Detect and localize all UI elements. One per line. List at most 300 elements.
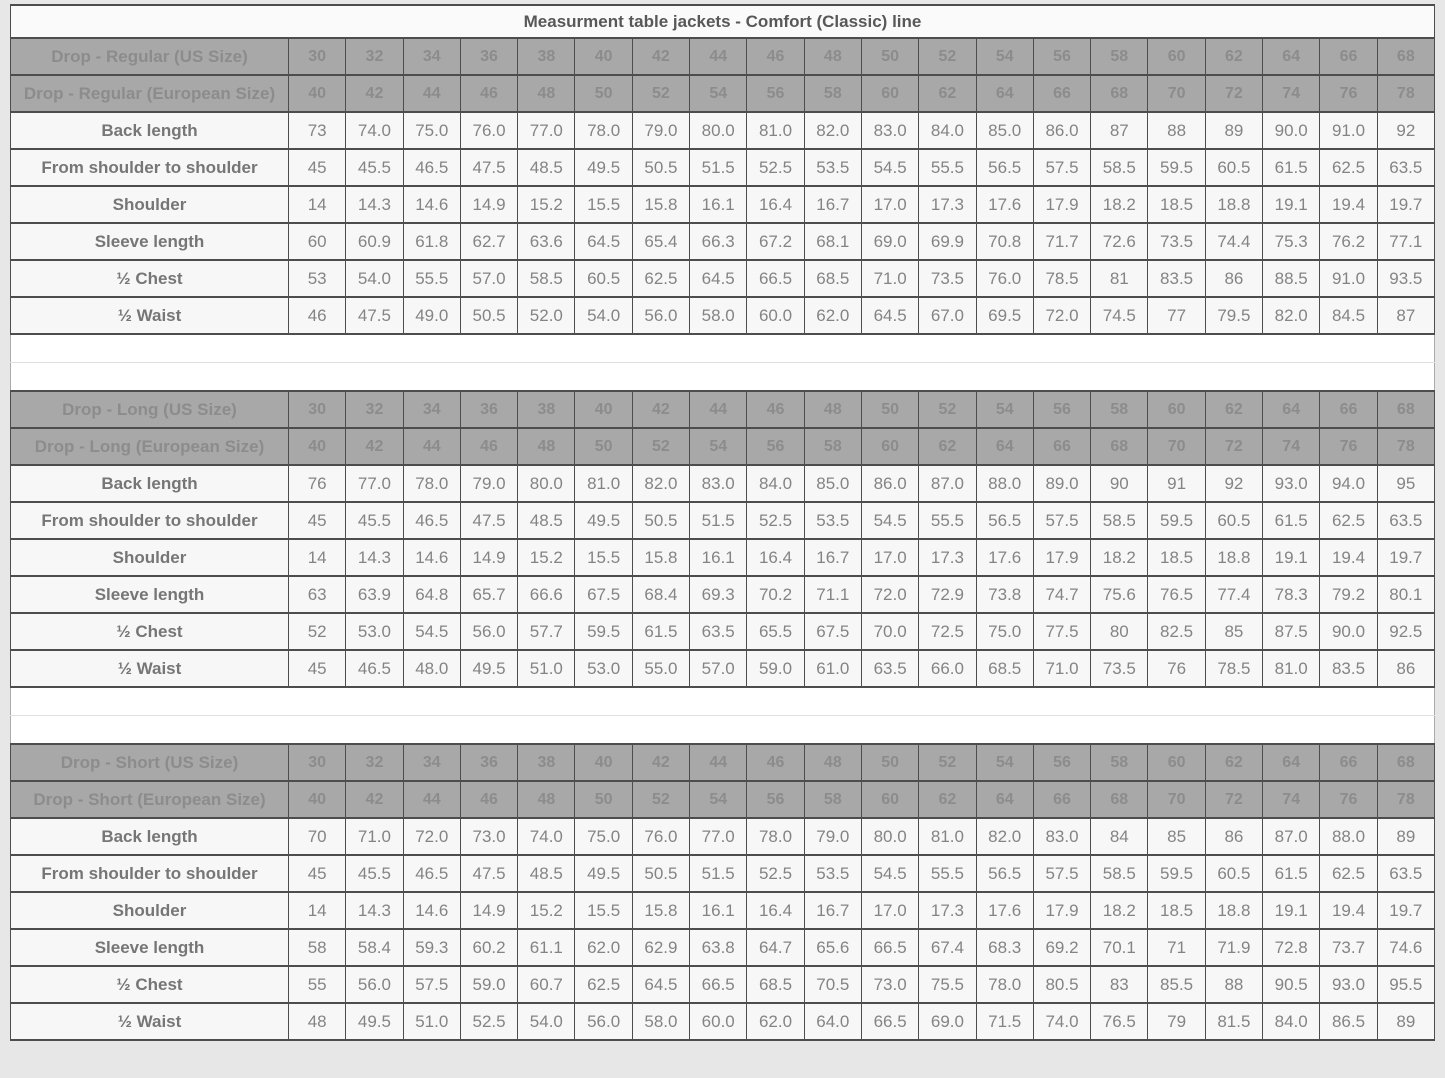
value-cell: 70.5 [804,966,861,1003]
value-cell: 46.5 [346,650,403,687]
value-cell: 17.0 [861,186,918,223]
value-cell: 88.0 [1320,818,1377,855]
us-size-header-cell: 58 [1091,744,1148,781]
value-cell: 81.0 [1263,650,1320,687]
value-cell: 56.5 [976,149,1033,186]
value-cell: 53 [289,260,346,297]
value-cell: 50.5 [632,149,689,186]
value-cell: 64.5 [575,223,632,260]
measurement-row [11,966,1435,1003]
value-cell: 57.0 [690,650,747,687]
us-size-header-cell: 48 [804,38,861,75]
spacer-cell [11,716,1435,745]
value-cell: 19.4 [1320,539,1377,576]
value-cell: 60.0 [690,1003,747,1040]
value-cell: 50.5 [460,297,517,334]
value-cell: 60.5 [1205,855,1262,892]
us-size-header-cell: 60 [1148,38,1205,75]
eu-size-header-cell: 52 [632,75,689,112]
value-cell: 14.3 [346,539,403,576]
value-cell: 60.9 [346,223,403,260]
value-cell: 94.0 [1320,465,1377,502]
eu-size-header-cell: 78 [1377,428,1434,465]
value-cell: 74.7 [1033,576,1090,613]
value-cell: 18.5 [1148,186,1205,223]
value-cell: 48.0 [403,650,460,687]
us-size-header-cell: 44 [690,744,747,781]
value-cell: 64.5 [861,297,918,334]
value-cell: 51.5 [690,502,747,539]
value-cell: 89.0 [1033,465,1090,502]
eu-size-header-cell: 54 [690,75,747,112]
eu-size-header-cell: 56 [747,428,804,465]
value-cell: 54.5 [861,855,918,892]
eu-size-header-cell: 70 [1148,428,1205,465]
value-cell: 86 [1205,260,1262,297]
value-cell: 72.9 [919,576,976,613]
table-title-row [11,5,1435,38]
value-cell: 61.5 [632,613,689,650]
value-cell: 15.8 [632,892,689,929]
value-cell: 18.8 [1205,539,1262,576]
us-size-header-cell: 42 [632,38,689,75]
value-cell: 78.0 [403,465,460,502]
eu-size-header-cell: 44 [403,75,460,112]
value-cell: 50.5 [632,855,689,892]
row-label-cell: ½ Waist [11,1003,289,1040]
value-cell: 79.2 [1320,576,1377,613]
value-cell: 57.0 [460,260,517,297]
value-cell: 63.6 [518,223,575,260]
value-cell: 59.5 [1148,502,1205,539]
value-cell: 61.1 [518,929,575,966]
value-cell: 18.2 [1091,186,1148,223]
value-cell: 15.8 [632,186,689,223]
value-cell: 61.0 [804,650,861,687]
value-cell: 55.5 [403,260,460,297]
eu-size-header-cell: 48 [518,428,575,465]
value-cell: 64.5 [690,260,747,297]
value-cell: 70 [289,818,346,855]
value-cell: 19.1 [1263,892,1320,929]
value-cell: 80.0 [518,465,575,502]
value-cell: 65.6 [804,929,861,966]
value-cell: 62.9 [632,929,689,966]
value-cell: 66.5 [861,929,918,966]
us-size-header-cell: 34 [403,744,460,781]
value-cell: 60.5 [1205,149,1262,186]
value-cell: 82.0 [804,112,861,149]
value-cell: 53.5 [804,502,861,539]
row-label-cell: Sleeve length [11,929,289,966]
value-cell: 61.8 [403,223,460,260]
value-cell: 45.5 [346,855,403,892]
row-label-cell: Sleeve length [11,223,289,260]
us-size-header-cell: 66 [1320,38,1377,75]
value-cell: 80.1 [1377,576,1434,613]
measurement-row [11,892,1435,929]
value-cell: 17.9 [1033,892,1090,929]
value-cell: 72.8 [1263,929,1320,966]
value-cell: 85.5 [1148,966,1205,1003]
value-cell: 93.0 [1320,966,1377,1003]
value-cell: 71 [1148,929,1205,966]
value-cell: 14.6 [403,892,460,929]
value-cell: 55.5 [919,149,976,186]
us-size-header-cell: 44 [690,391,747,428]
row-label-cell: Sleeve length [11,576,289,613]
value-cell: 78.5 [1205,650,1262,687]
us-size-header-cell: 38 [518,38,575,75]
value-cell: 89 [1205,112,1262,149]
measurement-row [11,929,1435,966]
value-cell: 66.5 [861,1003,918,1040]
value-cell: 65.7 [460,576,517,613]
value-cell: 59.5 [1148,149,1205,186]
section-eu-header-label: Drop - Short (European Size) [11,781,289,818]
value-cell: 77.5 [1033,613,1090,650]
value-cell: 57.7 [518,613,575,650]
value-cell: 45.5 [346,149,403,186]
eu-size-header-cell: 42 [346,75,403,112]
value-cell: 50.5 [632,502,689,539]
value-cell: 45 [289,502,346,539]
eu-size-header-cell: 64 [976,428,1033,465]
eu-size-header-cell: 50 [575,75,632,112]
value-cell: 71.5 [976,1003,1033,1040]
size-header-row-eu [11,428,1435,465]
value-cell: 76.0 [460,112,517,149]
value-cell: 78.5 [1033,260,1090,297]
value-cell: 14.3 [346,186,403,223]
eu-size-header-cell: 60 [861,75,918,112]
us-size-header-cell: 56 [1033,744,1090,781]
value-cell: 15.5 [575,892,632,929]
value-cell: 66.3 [690,223,747,260]
eu-size-header-cell: 72 [1205,428,1262,465]
value-cell: 66.5 [747,260,804,297]
value-cell: 14 [289,186,346,223]
row-label-cell: Back length [11,112,289,149]
value-cell: 68.3 [976,929,1033,966]
value-cell: 56.5 [976,855,1033,892]
us-size-header-cell: 62 [1205,38,1262,75]
value-cell: 71.9 [1205,929,1262,966]
value-cell: 16.7 [804,892,861,929]
value-cell: 63.5 [1377,149,1434,186]
value-cell: 69.2 [1033,929,1090,966]
value-cell: 16.4 [747,539,804,576]
value-cell: 16.7 [804,539,861,576]
value-cell: 19.7 [1377,186,1434,223]
section-spacer-row [11,363,1435,392]
us-size-header-cell: 40 [575,744,632,781]
value-cell: 72.5 [919,613,976,650]
value-cell: 64.7 [747,929,804,966]
value-cell: 60.5 [1205,502,1262,539]
eu-size-header-cell: 48 [518,781,575,818]
us-size-header-cell: 64 [1263,744,1320,781]
value-cell: 45 [289,855,346,892]
value-cell: 54.5 [403,613,460,650]
value-cell: 49.5 [575,149,632,186]
value-cell: 58.5 [1091,855,1148,892]
value-cell: 16.4 [747,186,804,223]
value-cell: 87.0 [919,465,976,502]
value-cell: 46.5 [403,502,460,539]
value-cell: 45.5 [346,502,403,539]
value-cell: 72.6 [1091,223,1148,260]
value-cell: 77.1 [1377,223,1434,260]
value-cell: 17.6 [976,539,1033,576]
us-size-header-cell: 54 [976,744,1033,781]
value-cell: 70.8 [976,223,1033,260]
value-cell: 88 [1148,112,1205,149]
value-cell: 80.0 [690,112,747,149]
us-size-header-cell: 30 [289,744,346,781]
value-cell: 82.0 [632,465,689,502]
value-cell: 49.0 [403,297,460,334]
value-cell: 45 [289,149,346,186]
us-size-header-cell: 34 [403,391,460,428]
us-size-header-cell: 46 [747,38,804,75]
value-cell: 54.5 [861,149,918,186]
value-cell: 14 [289,539,346,576]
us-size-header-cell: 36 [460,391,517,428]
eu-size-header-cell: 66 [1033,75,1090,112]
eu-size-header-cell: 46 [460,781,517,818]
value-cell: 16.1 [690,539,747,576]
value-cell: 62.5 [575,966,632,1003]
value-cell: 60 [289,223,346,260]
value-cell: 48.5 [518,855,575,892]
value-cell: 16.4 [747,892,804,929]
value-cell: 76 [1148,650,1205,687]
value-cell: 71.0 [861,260,918,297]
value-cell: 18.2 [1091,892,1148,929]
value-cell: 69.0 [919,1003,976,1040]
value-cell: 64.5 [632,966,689,1003]
row-label-cell: ½ Chest [11,260,289,297]
eu-size-header-cell: 52 [632,428,689,465]
value-cell: 53.0 [346,613,403,650]
us-size-header-cell: 46 [747,391,804,428]
value-cell: 59.5 [1148,855,1205,892]
value-cell: 62.0 [575,929,632,966]
size-header-row-us [11,38,1435,75]
value-cell: 15.5 [575,539,632,576]
eu-size-header-cell: 62 [919,781,976,818]
value-cell: 60.7 [518,966,575,1003]
value-cell: 17.0 [861,892,918,929]
value-cell: 58.5 [1091,149,1148,186]
value-cell: 61.5 [1263,502,1320,539]
us-size-header-cell: 50 [861,38,918,75]
value-cell: 74.0 [518,818,575,855]
value-cell: 61.5 [1263,149,1320,186]
value-cell: 58.5 [518,260,575,297]
value-cell: 46.5 [403,855,460,892]
eu-size-header-cell: 66 [1033,781,1090,818]
row-label-cell: ½ Waist [11,650,289,687]
value-cell: 56.0 [346,966,403,1003]
value-cell: 47.5 [346,297,403,334]
eu-size-header-cell: 70 [1148,75,1205,112]
value-cell: 83.0 [1033,818,1090,855]
value-cell: 83.0 [690,465,747,502]
value-cell: 46.5 [403,149,460,186]
size-header-row-us [11,744,1435,781]
value-cell: 75.5 [919,966,976,1003]
value-cell: 56.0 [460,613,517,650]
row-label-cell: Shoulder [11,186,289,223]
measurement-table-body [11,5,1435,1040]
value-cell: 89 [1377,818,1434,855]
row-label-cell: Back length [11,465,289,502]
spacer-cell [11,687,1435,716]
us-size-header-cell: 42 [632,391,689,428]
value-cell: 49.5 [575,502,632,539]
us-size-header-cell: 64 [1263,391,1320,428]
value-cell: 48.5 [518,502,575,539]
us-size-header-cell: 54 [976,38,1033,75]
eu-size-header-cell: 42 [346,428,403,465]
value-cell: 62.5 [1320,502,1377,539]
us-size-header-cell: 54 [976,391,1033,428]
us-size-header-cell: 64 [1263,38,1320,75]
value-cell: 71.1 [804,576,861,613]
value-cell: 19.4 [1320,186,1377,223]
value-cell: 55.0 [632,650,689,687]
value-cell: 19.1 [1263,186,1320,223]
size-header-row-eu [11,75,1435,112]
eu-size-header-cell: 44 [403,428,460,465]
spacer-cell [11,334,1435,363]
value-cell: 90 [1091,465,1148,502]
value-cell: 77.0 [518,112,575,149]
value-cell: 16.1 [690,892,747,929]
eu-size-header-cell: 74 [1263,75,1320,112]
value-cell: 58.0 [632,1003,689,1040]
value-cell: 66.5 [690,966,747,1003]
value-cell: 52.5 [747,855,804,892]
value-cell: 18.5 [1148,892,1205,929]
us-size-header-cell: 60 [1148,391,1205,428]
eu-size-header-cell: 60 [861,428,918,465]
us-size-header-cell: 68 [1377,38,1434,75]
measurement-row [11,186,1435,223]
value-cell: 84.5 [1320,297,1377,334]
value-cell: 17.6 [976,892,1033,929]
value-cell: 93.5 [1377,260,1434,297]
value-cell: 74.6 [1377,929,1434,966]
value-cell: 56.5 [976,502,1033,539]
section-eu-header-label: Drop - Long (European Size) [11,428,289,465]
size-header-row-eu [11,781,1435,818]
measurement-row [11,112,1435,149]
value-cell: 16.1 [690,186,747,223]
value-cell: 64.0 [804,1003,861,1040]
value-cell: 86.0 [1033,112,1090,149]
value-cell: 63.5 [861,650,918,687]
value-cell: 48 [289,1003,346,1040]
value-cell: 52.0 [518,297,575,334]
value-cell: 67.5 [575,576,632,613]
value-cell: 63.5 [1377,855,1434,892]
value-cell: 90.0 [1263,112,1320,149]
us-size-header-cell: 58 [1091,38,1148,75]
value-cell: 62.0 [747,1003,804,1040]
value-cell: 57.5 [1033,502,1090,539]
us-size-header-cell: 52 [919,744,976,781]
value-cell: 16.7 [804,186,861,223]
value-cell: 18.8 [1205,186,1262,223]
us-size-header-cell: 48 [804,744,861,781]
value-cell: 80 [1091,613,1148,650]
eu-size-header-cell: 58 [804,75,861,112]
value-cell: 80.0 [861,818,918,855]
eu-size-header-cell: 54 [690,781,747,818]
value-cell: 82.5 [1148,613,1205,650]
value-cell: 55.5 [919,502,976,539]
value-cell: 81.0 [575,465,632,502]
measurement-row [11,613,1435,650]
value-cell: 78.3 [1263,576,1320,613]
us-size-header-cell: 34 [403,38,460,75]
value-cell: 87 [1091,112,1148,149]
value-cell: 72.0 [861,576,918,613]
value-cell: 55.5 [919,855,976,892]
value-cell: 17.9 [1033,186,1090,223]
eu-size-header-cell: 68 [1091,75,1148,112]
value-cell: 68.5 [976,650,1033,687]
us-size-header-cell: 52 [919,391,976,428]
section-spacer-row [11,687,1435,716]
value-cell: 92 [1377,112,1434,149]
us-size-header-cell: 50 [861,744,918,781]
value-cell: 85.0 [976,112,1033,149]
row-label-cell: ½ Chest [11,613,289,650]
section-spacer-row [11,334,1435,363]
value-cell: 47.5 [460,149,517,186]
eu-size-header-cell: 50 [575,428,632,465]
eu-size-header-cell: 40 [289,428,346,465]
row-label-cell: From shoulder to shoulder [11,502,289,539]
eu-size-header-cell: 54 [690,428,747,465]
section-us-header-label: Drop - Long (US Size) [11,391,289,428]
value-cell: 77.0 [690,818,747,855]
value-cell: 17.3 [919,892,976,929]
us-size-header-cell: 56 [1033,38,1090,75]
eu-size-header-cell: 72 [1205,75,1262,112]
value-cell: 18.8 [1205,892,1262,929]
value-cell: 84.0 [747,465,804,502]
value-cell: 71.0 [346,818,403,855]
value-cell: 76.2 [1320,223,1377,260]
us-size-header-cell: 40 [575,391,632,428]
value-cell: 71.0 [1033,650,1090,687]
value-cell: 66.6 [518,576,575,613]
value-cell: 75.0 [976,613,1033,650]
value-cell: 69.5 [976,297,1033,334]
value-cell: 52.5 [747,149,804,186]
value-cell: 70.2 [747,576,804,613]
us-size-header-cell: 60 [1148,744,1205,781]
value-cell: 54.0 [346,260,403,297]
value-cell: 73.7 [1320,929,1377,966]
value-cell: 79.0 [804,818,861,855]
value-cell: 84 [1091,818,1148,855]
